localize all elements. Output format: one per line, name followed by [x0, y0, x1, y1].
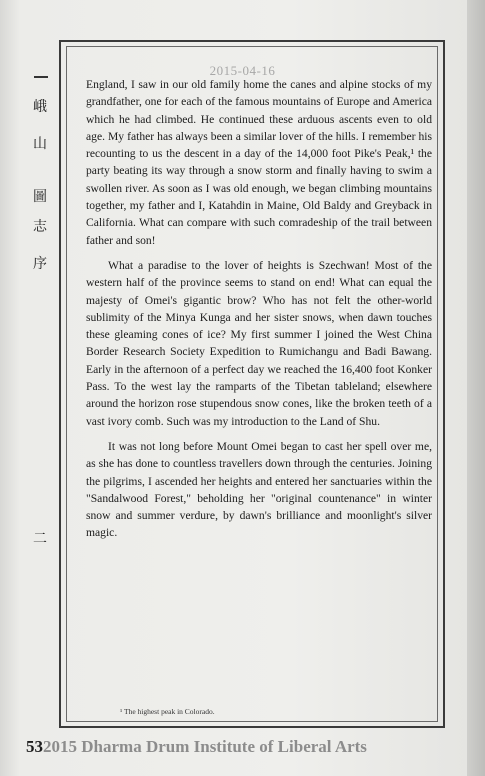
- paragraph-2: What a paradise to the lover of heights is Szechwan! Most of the western half of the province seems to stand on end! What can equal the majesty of Omei's gigantic brow? Who has not felt the other-world sublimity of the Minya Kunga and her sister snows, when dawn touches these gleaming cones of ice? My first summer I joined the West China Border Research Society Expedition to Rumichangu and Badi Bawang. Early in the afternoon of a perfect day we reached the 16,400 foot Konker Pass. To the west lay the ramparts of the Tibetan tableland; elsewhere around the horizon rose stupendous snow cones, like the broken teeth of a vast ivory comb. Such was my introduction to the Land of Shu.: [86, 258, 432, 428]
- paragraph-3: It was not long before Mount Omei began to cast her spell over me, as she has done to countless travellers down through the centuries. Joining the pilgrims, I ascended her heights and entered her sanctuaries within the "Sandalwood Forest," beholding her "original countenance" in winter snow and summer verdure, by dawn's brilliance and moonlight's silver magic.: [86, 439, 432, 540]
- watermark-institute: 2015 Dharma Drum Institute of Liberal Arts: [43, 737, 367, 756]
- page-footer: [26, 737, 367, 757]
- paragraph-1: England, I saw in our old family home the canes and alpine stocks of my grandfather, one for each of the famous mountains of Europe and America which he had climbed. He continued these arduous ascents even to old age. My father has always been a similar lover of the hills. I remember his recounting to us the descent in a day of the 14,000 foot Pike's Peak,¹ the party beating its way through a snow storm and finally having to swim a swollen river. As soon as I was old enough, we began climbing mountains together, my father and I, Katahdin in Maine, Old Baldy and Greyback in California. What can compare with such comradeship of the trail between father and son!: [86, 78, 432, 247]
- footnote: ¹ The highest peak in Colorado.: [120, 707, 215, 716]
- watermark-date: 2015-04-16: [209, 63, 276, 78]
- margin-char-1: 峨: [33, 99, 47, 115]
- margin-char-5: 序: [33, 256, 47, 272]
- page-body: [86, 76, 432, 550]
- margin-char-6: 二: [33, 531, 47, 547]
- page-edge-shadow: [467, 0, 485, 776]
- margin-char-2: 山: [33, 136, 47, 152]
- margin-char-3: 圖: [33, 189, 47, 205]
- margin-char-4: 志: [33, 219, 47, 235]
- page-number: 53: [26, 737, 43, 756]
